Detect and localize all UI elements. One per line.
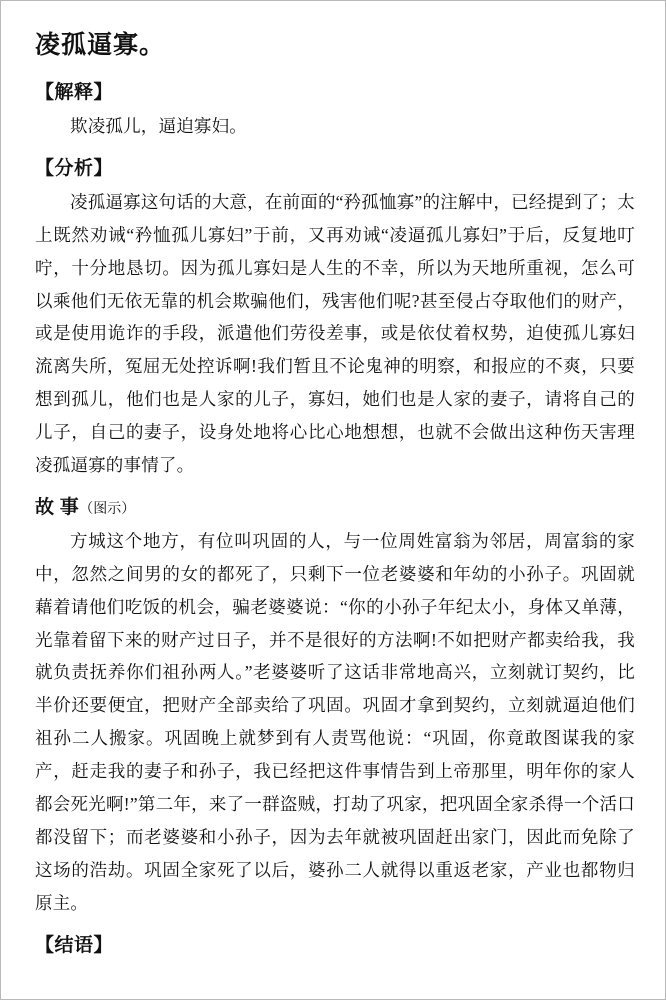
section-heading-analysis: 【分析】: [35, 157, 114, 179]
document-content: [35, 25, 635, 963]
section-heading-conclusion: 【结语】: [35, 934, 114, 956]
page-title: 凌孤逼寡。: [35, 32, 166, 59]
paragraph-explanation: 欺凌孤儿，逼迫寡妇。: [70, 116, 247, 136]
paragraph-story: 方城这个地方，有位叫巩固的人，与一位周姓富翁为邻居，周富翁的家中，忽然之间男的女的都死了，只剩下一位老婆婆和年幼的小孙子。巩固就藉着请他们吃饭的机会，骗老婆婆说：“你的小孙子年纪太小，身体又单薄，光靠着留下来的财产过日子，并不是很好的方法啊!不如把财产都卖给我，我就负责抚养你们祖孙两人。”老婆婆听了这话非常地高兴，立刻就订契约，比半价还要便宜，把财产全部卖给了巩固。巩固才拿到契约，立刻就逼迫他们祖孙二人搬家。巩固晚上就梦到有人责骂他说：“巩固，你竟敢图谋我的家产，赶走我的妻子和孙子，我已经把这件事情告到上帝那里，明年你的家人都会死光啊!”第二年，来了一群盗贼，打劫了巩家，把巩固全家杀得一个活口都没留下；而老婆婆和小孙子，因为去年就被巩固赶出家门，因此而免除了这场的浩劫。巩固全家死了以后，婆孙二人就得以重返老家，产业也都物归原主。: [35, 530, 635, 913]
paragraph-analysis: 凌孤逼寡这句话的大意，在前面的“矜孤恤寡”的注解中，已经提到了；太上既然劝诫“矜恤孤儿寡妇”于前，又再劝诫“凌逼孤儿寡妇”于后，反复地叮咛，十分地恳切。因为孤儿寡妇是人生的不幸，所以为天地所重视，怎么可以乘他们无依无靠的机会欺骗他们，残害他们呢?甚至侵占夺取他们的财产，或是使用诡诈的手段，派遣他们劳役差事，或是依仗着权势，迫使孤儿寡妇流离失所，冤屈无处控诉啊!我们暂且不论鬼神的明察，和报应的不爽，只要想到孤儿，他们也是人家的儿子，寡妇，她们也是人家的妻子，请将自己的儿子，自己的妻子，设身处地将心比心地想想，也就不会做出这种伤天害理凌孤逼寡的事情了。: [35, 191, 635, 476]
section-heading-story: [35, 492, 635, 519]
section-heading-story-sub: （图示）: [79, 501, 136, 517]
section-heading-story-label: 故 事: [35, 496, 80, 518]
section-heading-explanation: 【解释】: [35, 82, 114, 103]
